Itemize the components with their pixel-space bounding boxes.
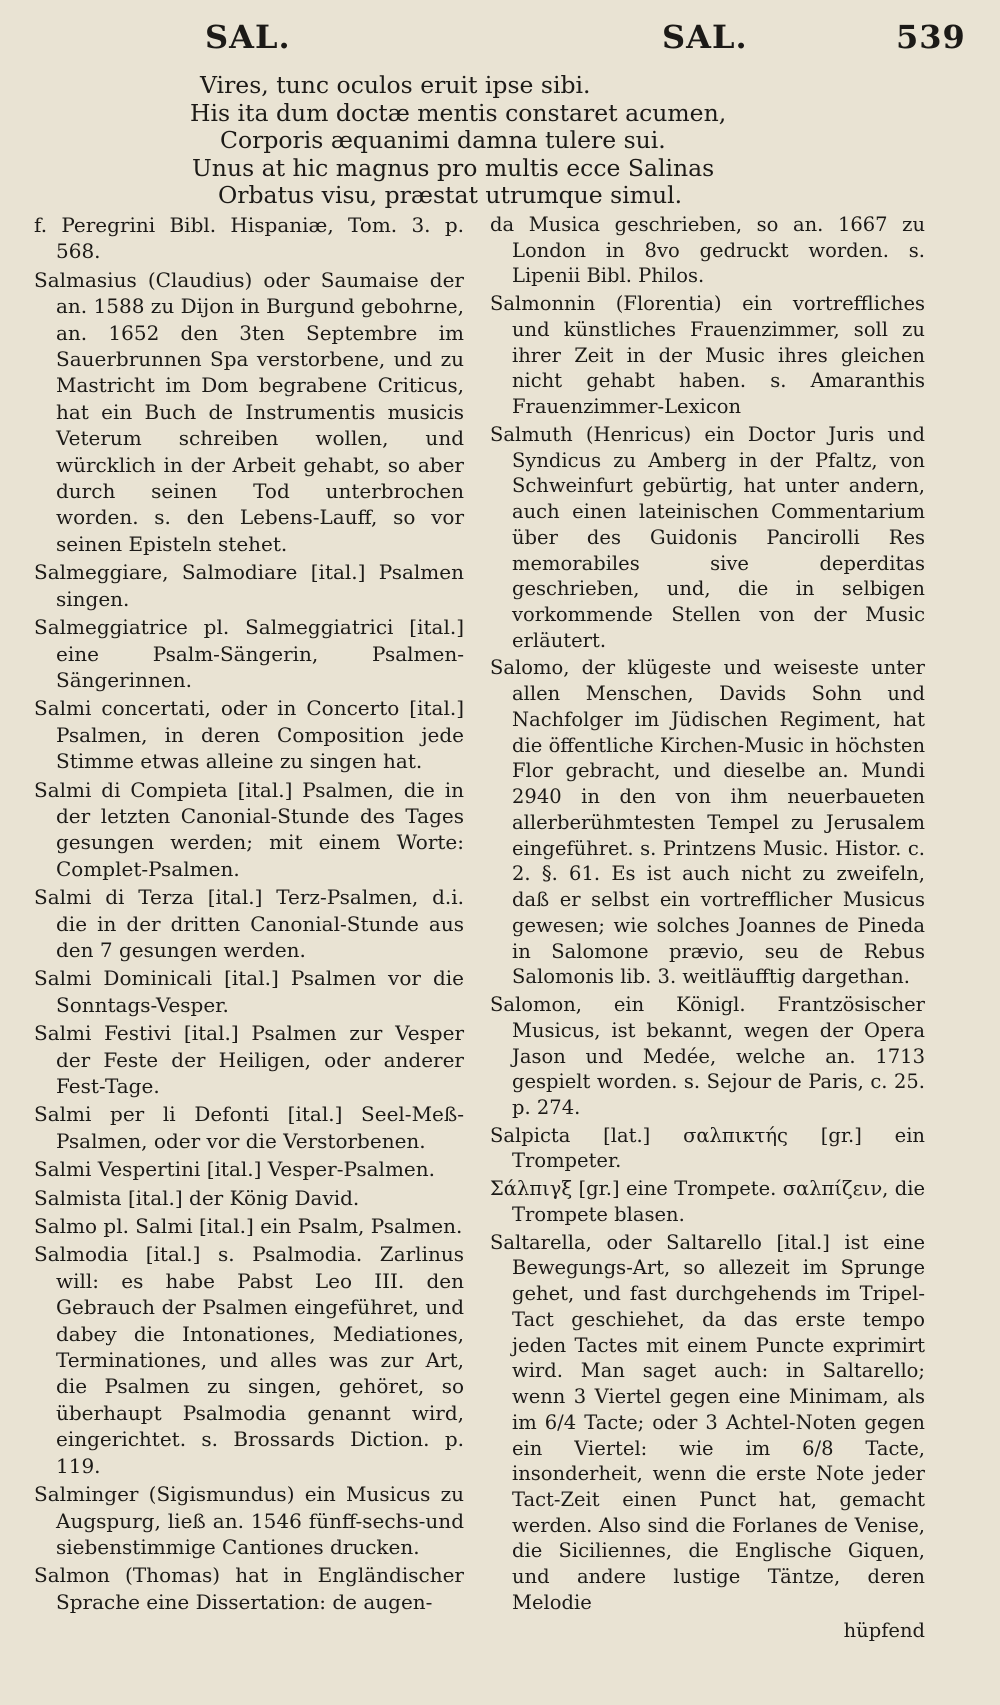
entry: Salmuth (Henricus) ein Doctor Juris und Syndicus zu Amberg in der Pfaltz, von Schweinfurt gebürtig, hat unter andern, auch einen lateinischen Commentarium über des Guidonis Pancirolli Res memorabiles sive deperditas geschrieben, und, die in selbigen vorkommende Stellen von der Music erläutert. (490, 422, 925, 652)
poem-line: Unus at hic magnus pro multis ecce Salinas (192, 153, 715, 182)
entry: Saltarella, oder Saltarello [ital.] ist eine Bewegungs-Art, so allezeit im Sprunge gehet, und fast durchgehends im Tripel-Tact geschiehet, da das erste tempo jeden Tactes mit einem Puncte exprimirt wird. Man saget auch: in Saltarello; wenn 3 Viertel gegen eine Minimam, als im 6/4 Tacte; oder 3 Achtel-Noten gegen ein Viertel: wie im 6/8 Tacte, insonderheit, wenn die erste Note jeder Tact-Zeit einen Punct hat, gemacht werden. Also sind die Forlanes de Venise, die Siciliennes, die Englische Giquen, und andere lustige Täntze, deren Melodie (490, 1230, 925, 1614)
catchword: hüpfend (843, 1618, 925, 1642)
entry: Salpicta [lat.] σαλπικτής [gr.] ein Trompeter. (490, 1123, 925, 1173)
poem-line: Orbatus visu, præstat utrumque simul. (218, 181, 683, 209)
poem-line: Vires, tunc oculos eruit ipse sibi. (200, 71, 591, 99)
poem-block (0, 72, 1000, 210)
left-column (34, 212, 464, 1617)
entry: Salmon (Thomas) hat in Engländischer Sprache eine Dissertation: de augen- (34, 1563, 464, 1614)
right-column (490, 212, 925, 1643)
entry: Salmasius (Claudius) oder Saumaise der an. 1588 zu Dijon in Burgund gebohrne, an. 1652 den 3ten Septembre im Sauerbrunnen Spa verstorbene, und zu Mastricht im Dom begrabene Criticus, hat ein Buch de Instrumentis musicis Veterum schreiben wollen, und würcklich in der Arbeit gehabt, so aber durch seinen Tod unterbrochen worden. s. den Lebens-Lauff, so vor seinen Episteln stehet. (34, 267, 464, 556)
entry: Salmi concertati, oder in Concerto [ital.] Psalmen, in deren Composition jede Stimme etwas alleine zu singen hat. (34, 696, 464, 774)
entry: Salmi Festivi [ital.] Psalmen zur Vesper der Feste der Heiligen, oder anderer Fest-Tage. (34, 1021, 464, 1098)
entry: Salmi Vespertini [ital.] Vesper-Psalmen. (34, 1157, 435, 1182)
running-head-left: SAL. (205, 18, 291, 56)
poem-line: Corporis æquanimi damna tulere sui. (220, 126, 666, 154)
entry: Salmodia [ital.] s. Psalmodia. Zarlinus will: es habe Pabst Leo III. den Gebrauch der Psalmen eingeführet, und dabey die Intonationes, Mediationes, Terminationes, und alles was zur Art, die Psalmen zu singen, gehöret, so überhaupt Psalmodia genannt wird, eingerichtet. s. Brossards Diction. p. 119. (34, 1242, 464, 1478)
entry: Salmi di Compieta [ital.] Psalmen, die in der letzten Canonial-Stunde des Tages gesungen werden; mit einem Worte: Complet-Psalmen. (34, 777, 464, 881)
entry: Salmeggiatrice pl. Salmeggiatrici [ital.] eine Psalm-Sängerin, Psalmen-Sängerinnen. (34, 615, 464, 692)
entry: da Musica geschrieben, so an. 1667 zu London in 8vo gedruckt worden. s. Lipenii Bibl. Philos. (490, 213, 925, 288)
entry: f. Peregrini Bibl. Hispaniæ, Tom. 3. p. 568. (34, 213, 464, 264)
entry: Salomon, ein Königl. Frantzösischer Musicus, ist bekannt, wegen der Opera Jason und Medée, welche an. 1713 gespielt worden. s. Sejour de Paris, c. 25. p. 274. (490, 993, 925, 1119)
poem-line: His ita dum doctæ mentis constaret acumen, (190, 98, 727, 127)
running-head-center: SAL. (662, 18, 748, 56)
entry: Salminger (Sigismundus) ein Musicus zu Augspurg, ließ an. 1546 fünff-sechs-und siebenstimmige Cantiones drucken. (34, 1482, 464, 1559)
entry: Salmeggiare, Salmodiare [ital.] Psalmen singen. (34, 560, 464, 611)
entry: Salmi di Terza [ital.] Terz-Psalmen, d.i. die in der dritten Canonial-Stunde aus den 7 gesungen werden. (34, 885, 464, 962)
entry: Salmonnin (Florentia) ein vortreffliches und künstliches Frauenzimmer, soll zu ihrer Zeit in der Music ihres gleichen nicht gehabt haben. s. Amaranthis Frauenzimmer-Lexicon (490, 292, 925, 419)
entry: Salomo, der klügeste und weiseste unter allen Menschen, Davids Sohn und Nachfolger im Jüdischen Regiment, hat die öffentliche Kirchen-Music in höchsten Flor gebracht, und dieselbe an. Mundi 2940 in den von ihm neuerbaueten allerberühmtesten Tempel zu Jerusalem eingeführet. s. Printzens Music. Histor. c. 2. §. 61. Es ist auch nicht zu zweifeln, daß er selbst ein vortrefflicher Musicus gewesen; wie solches Joannes de Pineda in Salomone prævio, seu de Rebus Salomonis lib. 3. weitläufftig dargethan. (490, 656, 925, 989)
entry: Σάλπιγξ [gr.] eine Trompete. σαλπίζειν, die Trompete blasen. (490, 1177, 925, 1226)
entry: Salmi Dominicali [ital.] Psalmen vor die Sonntags-Vesper. (34, 966, 464, 1017)
entry: Salmo pl. Salmi [ital.] ein Psalm, Psalmen. (34, 1214, 463, 1239)
entry: Salmista [ital.] der König David. (34, 1185, 360, 1210)
entry: Salmi per li Defonti [ital.] Seel-Meß-Psalmen, oder vor die Verstorbenen. (34, 1102, 464, 1153)
page-number: 539 (896, 18, 966, 56)
